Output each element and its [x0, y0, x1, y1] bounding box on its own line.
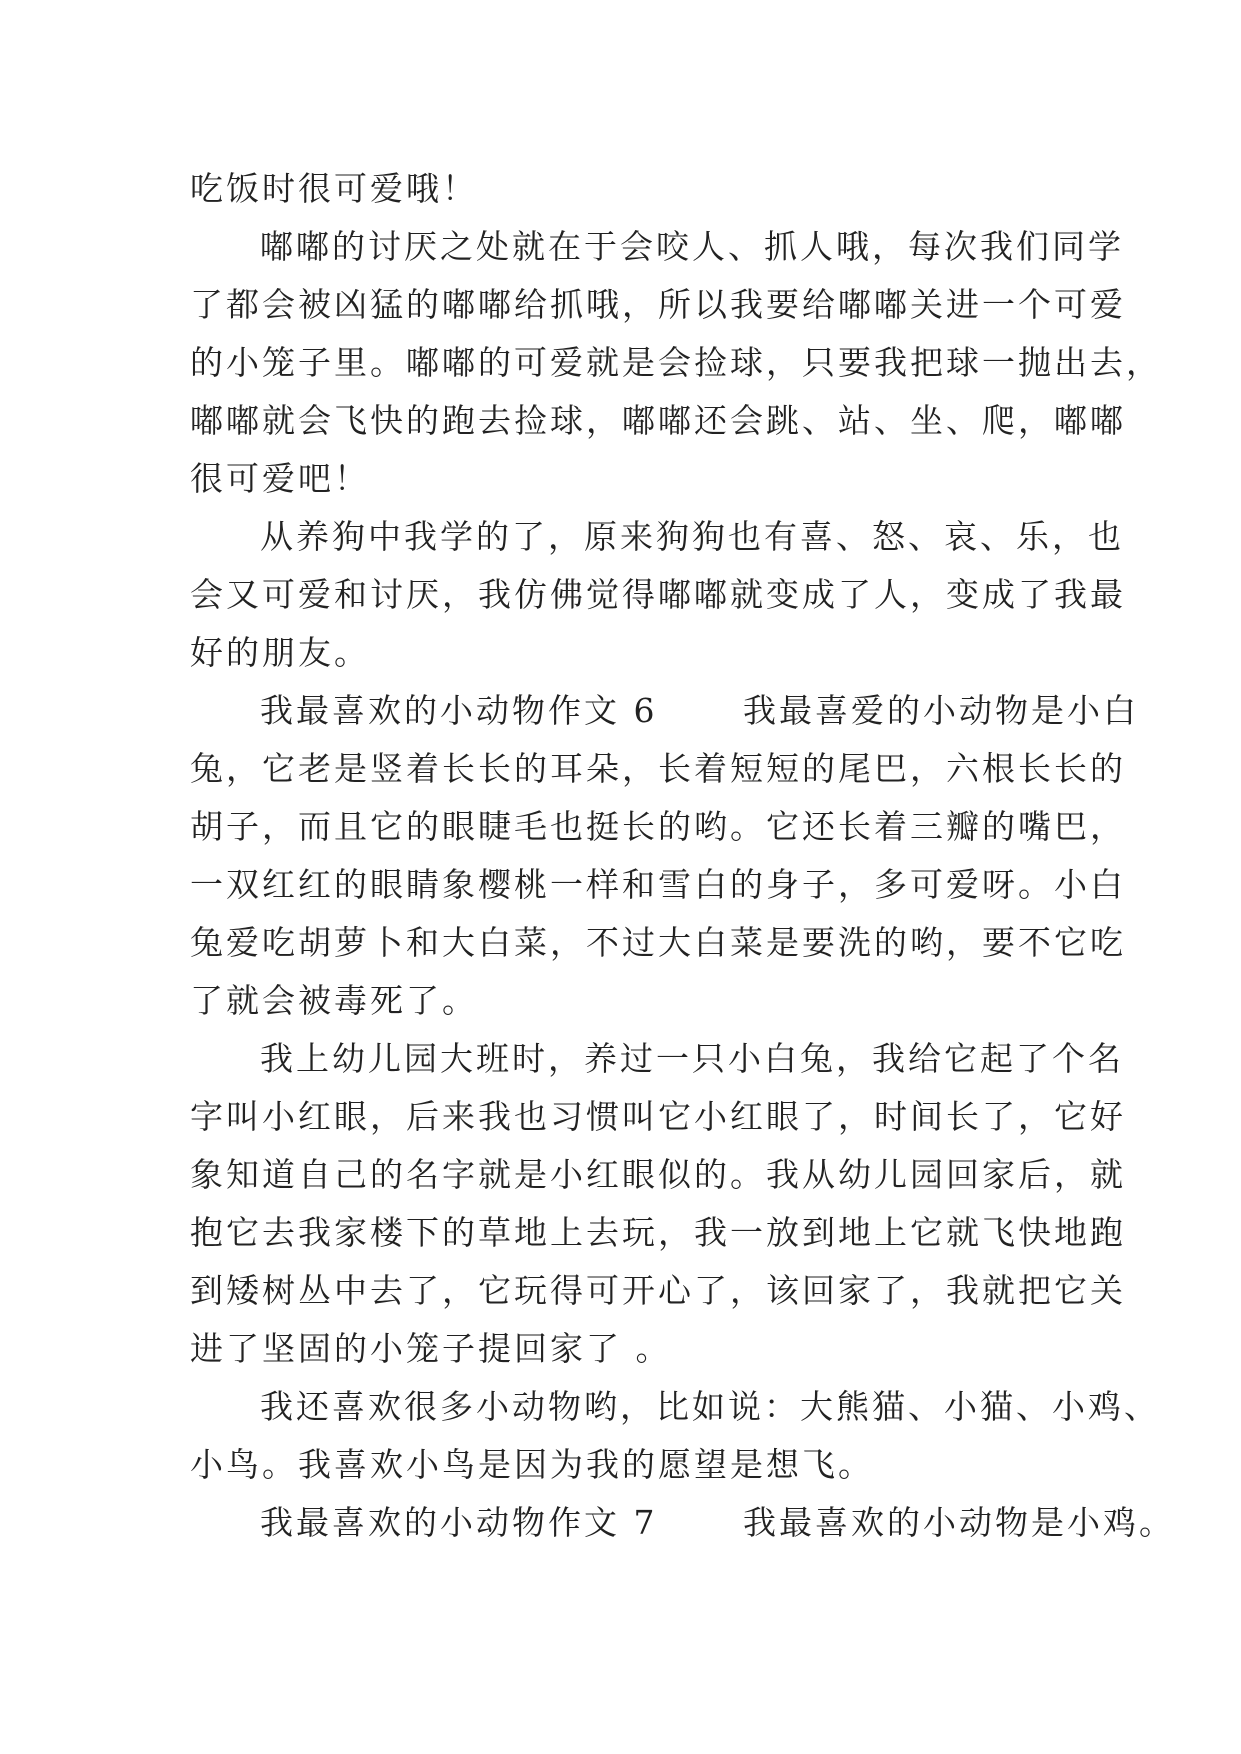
text-line: 字叫小红眼，后来我也习惯叫它小红眼了，时间长了，它好	[190, 1097, 1126, 1136]
text-line: 兔爱吃胡萝卜和大白菜，不过大白菜是要洗的哟，要不它吃	[190, 923, 1126, 962]
text-line: 吃饭时很可爱哦！	[190, 169, 478, 208]
text-line: 兔，它老是竖着长长的耳朵，长着短短的尾巴，六根长长的	[190, 749, 1126, 788]
text-line: 到矮树丛中去了，它玩得可开心了，该回家了，我就把它关	[190, 1271, 1126, 1310]
text-line: 很可爱吧！	[190, 459, 370, 498]
text-line: 我还喜欢很多小动物哟，比如说：大熊猫、小猫、小鸡、	[260, 1387, 1160, 1426]
text-line: 胡子，而且它的眼睫毛也挺长的哟。它还长着三瓣的嘴巴，	[190, 807, 1126, 846]
text-line: 了就会被毒死了。	[190, 981, 478, 1020]
text-line: 的小笼子里。嘟嘟的可爱就是会捡球，只要我把球一抛出去，	[190, 343, 1162, 382]
text-line: 好的朋友。	[190, 633, 370, 672]
text-line: 会又可爱和讨厌，我仿佛觉得嘟嘟就变成了人，变成了我最	[190, 575, 1126, 614]
text-line: 象知道自己的名字就是小红眼似的。我从幼儿园回家后，就	[190, 1155, 1126, 1194]
text-line: 抱它去我家楼下的草地上去玩，我一放到地上它就飞快地跑	[190, 1213, 1126, 1252]
text-line: 我上幼儿园大班时，养过一只小白兔，我给它起了个名	[260, 1039, 1124, 1078]
text-line: 小鸟。我喜欢小鸟是因为我的愿望是想飞。	[190, 1445, 874, 1484]
text-line: 我最喜欢的小动物作文 7 我最喜欢的小动物是小鸡。	[260, 1503, 1175, 1542]
text-line: 嘟嘟就会飞快的跑去捡球，嘟嘟还会跳、站、坐、爬，嘟嘟	[190, 401, 1126, 440]
text-line: 我最喜欢的小动物作文 6 我最喜爱的小动物是小白	[260, 691, 1139, 730]
document-body	[190, 160, 1175, 1552]
text-line: 从养狗中我学的了，原来狗狗也有喜、怒、哀、乐，也	[260, 517, 1124, 556]
text-line: 进了坚固的小笼子提回家了 。	[190, 1329, 672, 1368]
text-line: 了都会被凶猛的嘟嘟给抓哦，所以我要给嘟嘟关进一个可爱	[190, 285, 1126, 324]
text-line: 一双红红的眼睛象樱桃一样和雪白的身子，多可爱呀。小白	[190, 865, 1126, 904]
text-line: 嘟嘟的讨厌之处就在于会咬人、抓人哦，每次我们同学	[260, 227, 1124, 266]
